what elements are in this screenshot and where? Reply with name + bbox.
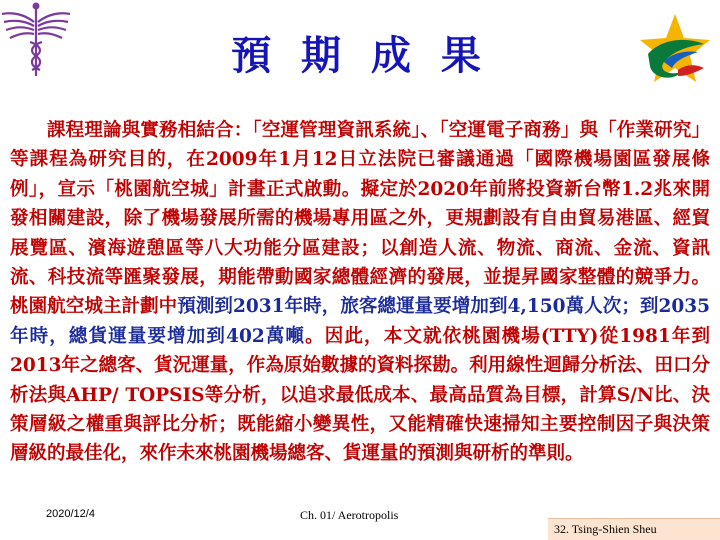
footer-page-author-box (548, 519, 720, 540)
footer-course: Ch. 01/ Aerotropolis (300, 508, 399, 522)
footer-page-author: 32. Tsing-Shien Sheu (554, 522, 657, 536)
body-paragraph (10, 116, 710, 469)
body-text-part-1: 課程理論與實務相結合：「空運管理資訊系統」、「空運電子商務」與「作業研究」等課程為研究目的，在2009年1月12日立法院已審議通過「國際機場園區發展條例」，宣示「桃園航空城」計畫正式啟動。擬定於2020年前將投資新台幣1.2兆來開發相關建設，除了機場發展所需的機場專用區之外，更規劃設有自由貿易港區、經貿展覽區、濱海遊憩區等八大功能分區建設；以創造人流、物流、商流、金流、資訊流、科技流等匯聚發展，期能帶動國家總體經濟的發展，並提昇國家整體的競爭力。桃園航空城主計劃中 (10, 120, 710, 318)
body-text-highlight: 預測到2031年時，旅客總運量要增加到4,150萬人次；到2035年時，總貨運量要增加到402萬噸 (10, 296, 710, 347)
star-swirl-logo-icon (634, 10, 716, 92)
slide-title: 預 期 成 果 (231, 32, 489, 79)
body-text-part-3: 。因此，本文就依桃園機場(TTY)從1981年到2013年之總客、貨況運量，作為原始數據的資料探勘。利用線性迴歸分析法、田口分析法與AHP/ TOPSIS等分析，以追求最低成本、最高品質為目標，計算S/N比、決策層級之權重與評比分析；既能縮小變異性，又能精確快速掃知主要控制因子與決策層級的最佳化，來作未來桃園機場總客、貨運量的預測與研析的準則。 (10, 325, 710, 465)
footer-date: 2020/12/4 (46, 508, 95, 520)
